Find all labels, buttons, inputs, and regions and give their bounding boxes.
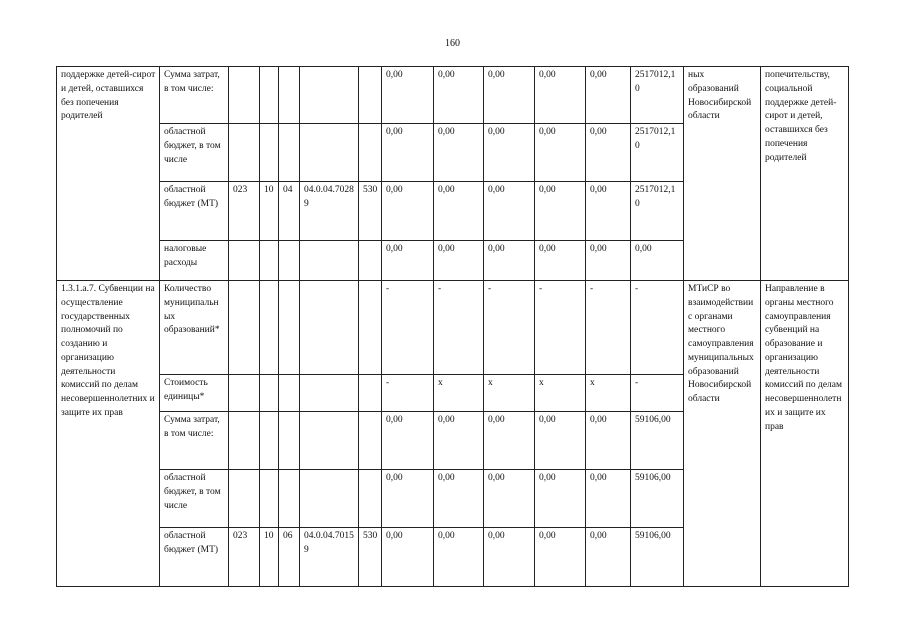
budget-code-cell [359,124,382,182]
budget-code-cell [300,67,359,124]
value-cell: 0,00 [586,412,631,470]
expected-result-cell: Направление в органы местного самоуправления субвенций на образование и организацию деятельности комиссий по делам несовершеннолетних и защите их прав [761,281,849,587]
indicator-label-cell: Количество муниципальных образований* [160,281,229,375]
value-cell: x [484,375,535,412]
budget-code-cell [300,412,359,470]
measure-name-cell: 1.3.1.а.7. Субвенции на осуществление государственных полномочий по созданию и организацию деятельности комиссий по делам несовершеннолетних и защите их прав [57,281,160,587]
value-cell: x [434,375,484,412]
value-cell: 2517012,10 [631,182,684,241]
budget-code-cell [279,281,300,375]
budget-code-cell [279,412,300,470]
value-cell: 0,00 [535,182,586,241]
value-cell: 0,00 [382,67,434,124]
indicator-label-cell: областной бюджет (МТ) [160,528,229,587]
budget-code-cell [359,412,382,470]
indicator-label-cell: Стоимость единицы* [160,375,229,412]
value-cell: - [631,375,684,412]
budget-code-cell: 530 [359,528,382,587]
value-cell: - [586,281,631,375]
budget-code-cell [229,470,260,528]
budget-code-cell [260,375,279,412]
value-cell: 0,00 [382,412,434,470]
value-cell: 0,00 [535,470,586,528]
executor-cell: МТиСР во взаимодействии с органами местного самоуправления муниципальных образований Новосибирской области [684,281,761,587]
budget-code-cell [229,67,260,124]
budget-code-cell [229,412,260,470]
table-row [57,67,849,124]
value-cell: - [434,281,484,375]
budget-code-cell: 10 [260,528,279,587]
value-cell: 0,00 [434,182,484,241]
budget-table [56,66,849,587]
value-cell: - [484,281,535,375]
value-cell: 0,00 [535,412,586,470]
budget-code-cell [279,67,300,124]
executor-cell: ных образований Новосибирской области [684,67,761,281]
budget-code-cell: 023 [229,182,260,241]
budget-code-cell [229,281,260,375]
value-cell: 0,00 [484,528,535,587]
value-cell: 0,00 [484,182,535,241]
budget-code-cell [260,281,279,375]
value-cell: 0,00 [535,241,586,281]
value-cell: 0,00 [382,241,434,281]
budget-code-cell [279,470,300,528]
budget-code-cell [359,375,382,412]
budget-code-cell: 04.0.04.70159 [300,528,359,587]
indicator-label-cell: областной бюджет, в том числе [160,470,229,528]
value-cell: 0,00 [434,241,484,281]
value-cell: - [631,281,684,375]
value-cell: 0,00 [586,182,631,241]
value-cell: 0,00 [434,67,484,124]
budget-code-cell [260,67,279,124]
budget-code-cell [229,124,260,182]
budget-code-cell [300,375,359,412]
value-cell: 0,00 [586,470,631,528]
value-cell: 2517012,10 [631,124,684,182]
value-cell: 0,00 [434,528,484,587]
budget-code-cell [260,124,279,182]
value-cell: x [535,375,586,412]
budget-code-cell [300,241,359,281]
value-cell: 0,00 [535,528,586,587]
value-cell: 0,00 [382,182,434,241]
value-cell: 0,00 [484,124,535,182]
budget-code-cell [359,470,382,528]
value-cell: 0,00 [434,412,484,470]
budget-code-cell [359,241,382,281]
budget-code-cell [279,241,300,281]
table-row [57,281,849,375]
budget-code-cell: 530 [359,182,382,241]
value-cell: 0,00 [382,124,434,182]
value-cell: 0,00 [586,124,631,182]
budget-code-cell: 10 [260,182,279,241]
value-cell: 0,00 [434,124,484,182]
value-cell: 0,00 [484,412,535,470]
budget-code-cell: 04.0.04.70289 [300,182,359,241]
value-cell: 59106,00 [631,528,684,587]
budget-code-cell [300,124,359,182]
budget-code-cell [300,281,359,375]
value-cell: 59106,00 [631,470,684,528]
indicator-label-cell: Сумма затрат, в том числе: [160,412,229,470]
budget-code-cell [279,124,300,182]
indicator-label-cell: областной бюджет, в том числе [160,124,229,182]
budget-code-cell [229,375,260,412]
budget-code-cell [300,470,359,528]
expected-result-cell: попечительству, социальной поддержке детей-сирот и детей, оставшихся без попечения родителей [761,67,849,281]
value-cell: 59106,00 [631,412,684,470]
budget-code-cell: 04 [279,182,300,241]
indicator-label-cell: Сумма затрат, в том числе: [160,67,229,124]
value-cell: 0,00 [484,241,535,281]
value-cell: 0,00 [382,528,434,587]
value-cell: 0,00 [586,528,631,587]
value-cell: 0,00 [382,470,434,528]
budget-code-cell [229,241,260,281]
value-cell: - [535,281,586,375]
value-cell: - [382,281,434,375]
value-cell: 0,00 [434,470,484,528]
value-cell: 0,00 [484,470,535,528]
page-number: 160 [445,38,460,49]
value-cell: 0,00 [586,67,631,124]
value-cell: 0,00 [484,67,535,124]
value-cell: - [382,375,434,412]
value-cell: 0,00 [631,241,684,281]
value-cell: 0,00 [586,241,631,281]
budget-code-cell [279,375,300,412]
measure-name-cell: поддержке детей-сирот и детей, оставшихся без попечения родителей [57,67,160,281]
value-cell: 0,00 [535,124,586,182]
budget-code-cell [260,412,279,470]
budget-code-cell: 06 [279,528,300,587]
budget-code-cell [260,241,279,281]
budget-code-cell [359,67,382,124]
value-cell: 0,00 [535,67,586,124]
budget-code-cell [260,470,279,528]
budget-code-cell [359,281,382,375]
indicator-label-cell: областной бюджет (МТ) [160,182,229,241]
indicator-label-cell: налоговые расходы [160,241,229,281]
value-cell: 2517012,10 [631,67,684,124]
value-cell: x [586,375,631,412]
budget-code-cell: 023 [229,528,260,587]
